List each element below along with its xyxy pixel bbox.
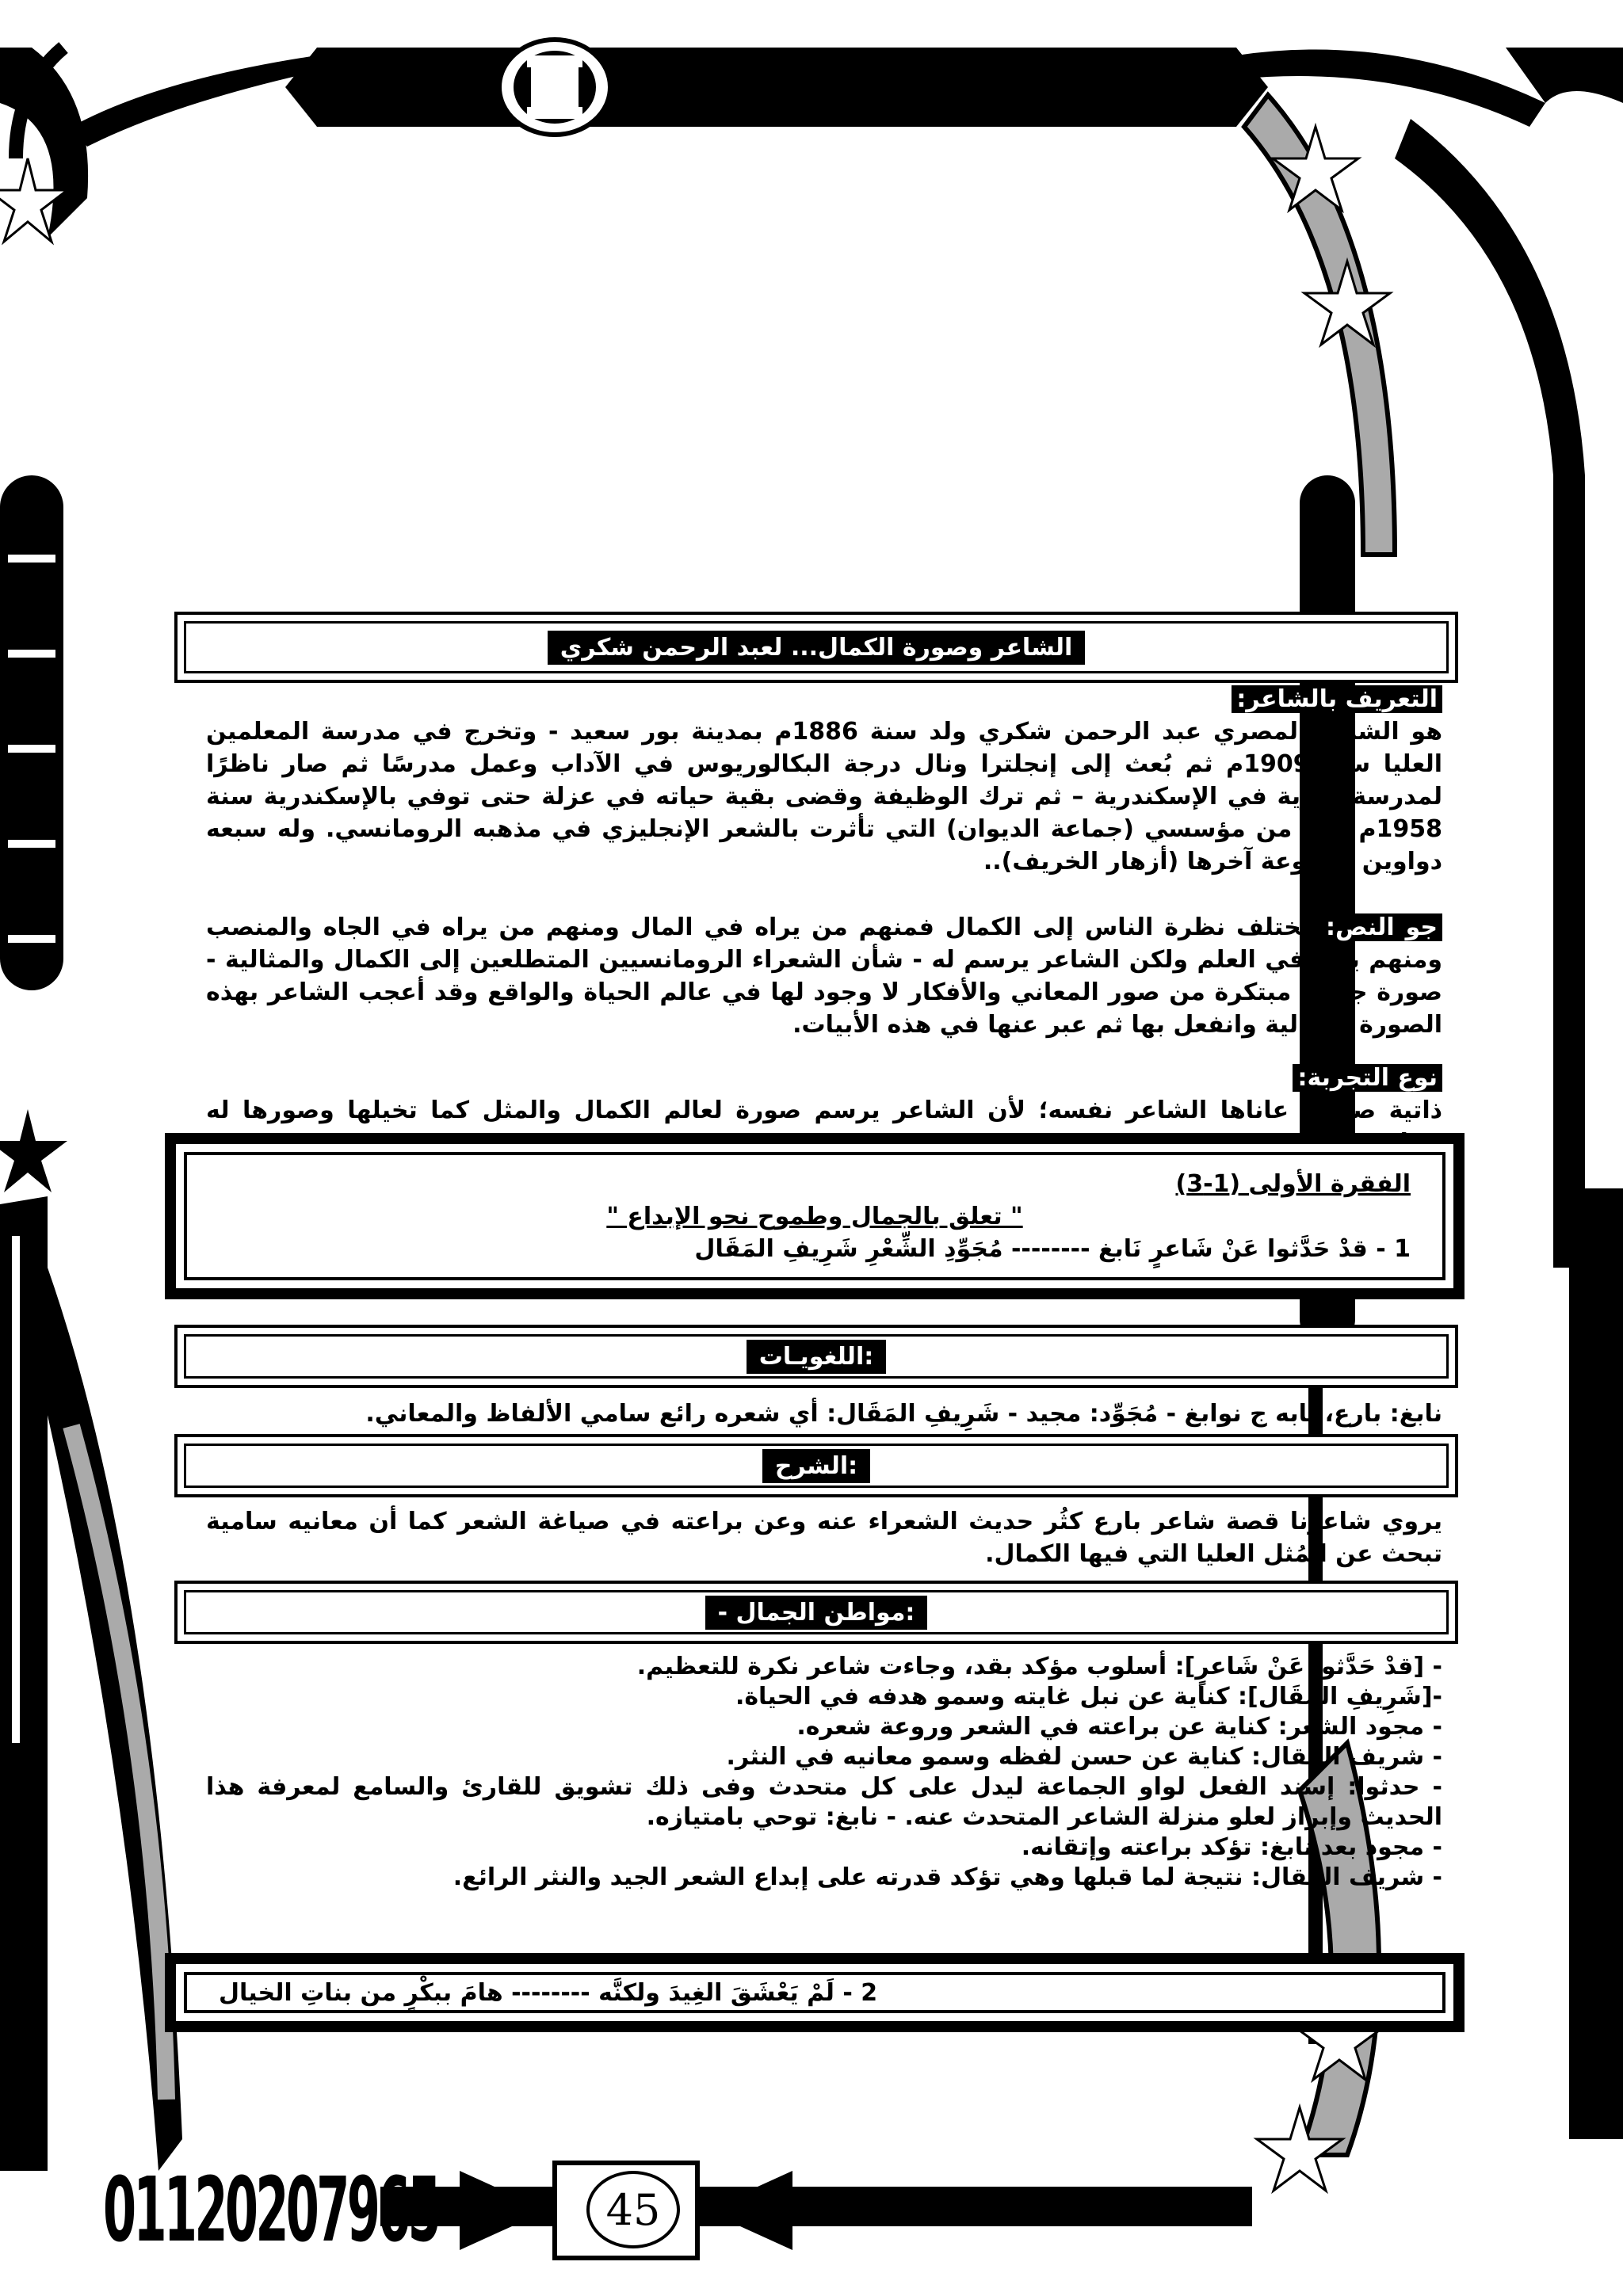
section1-box bbox=[165, 1133, 1465, 1299]
beauty-item: -[شَرِيفِ المَقَال]: كناية عن نبل غايته وسمو هدفه في الحياة. bbox=[735, 1683, 1442, 1711]
beauty-item: - شريف المقال: كناية عن حسن لفظه وسمو معانيه في النثر. bbox=[726, 1743, 1442, 1771]
beauty-item: - حدثوا: إسند الفعل لواو الجماعة ليدل على كل متحدث وفى ذلك تشويق للقارئ والسامع لمعرفة هذا الحديث وإبراز لعلو منزلة الشاعر المتحدث عنه. - نابغ: توحي بامتيازه. bbox=[206, 1773, 1442, 1831]
vocab-text: نابغ: بارع، نابه ج نوابغ - مُجَوِّد: مجيد - شَرِيفِ المَقَال: أي شعره رائع سامي الألفاظ والمعاني. bbox=[365, 1400, 1442, 1428]
bottom-band-decoration bbox=[380, 2163, 1252, 2258]
beauty-item: - مجود الشعر: كناية عن براعته في الشعر وروعة شعره. bbox=[796, 1713, 1442, 1741]
top-banner-decoration bbox=[71, 40, 1545, 147]
left-border-decoration bbox=[0, 48, 182, 2171]
section1-label: الفقرة الأولى (1-3) bbox=[1175, 1169, 1411, 1198]
experience-type-label: نوع التجربة: bbox=[1293, 1064, 1442, 1092]
text-atmosphere bbox=[206, 911, 1442, 1041]
beauty-title: :مواطن الجمال - bbox=[705, 1596, 928, 1630]
beauty-item: - شريف المقال: نتيجة لما قبلها وهي تؤكد قدرته على إبداع الشعر الجيد والنثر الرائع. bbox=[453, 1863, 1442, 1891]
section1-verse: 1 - قدْ حَدَّثوا عَنْ شَاعرٍ نَابغ -------- مُجَوِّدِ الشِّعْرِ شَرِيفِ المَقَال bbox=[694, 1234, 1411, 1263]
explanation-text: يروي شاعرنا قصة شاعر بارع كثُر حديث الشعراء عنه وعن براعته في صياغة الشعر كما أن معانيه سامية تبحث عن المُثل العليا التي فيها الكمال. bbox=[206, 1508, 1442, 1568]
page-title: الشاعر وصورة الكمال... لعبد الرحمن شكري bbox=[548, 631, 1086, 665]
experience-type-text: ذاتية صادقة عاناها الشاعر نفسه؛ لأن الشاعر يرسم صورة لعالم الكمال والمثل كما تخيلها وصورها له bbox=[206, 1097, 1442, 1124]
phone-number: 01120207965 bbox=[103, 2159, 439, 2262]
explanation-title: :الشرح bbox=[762, 1449, 870, 1483]
section1-subtitle: " تعلق بالجمال وطموح نحو الإبداع " bbox=[606, 1202, 1023, 1230]
explanation-title-box bbox=[174, 1434, 1458, 1497]
beauty-item: - مجود بعد نابغ: تؤكد براعته وإتقانه. bbox=[1021, 1833, 1442, 1861]
text-atmosphere-label: جو النص: bbox=[1321, 913, 1442, 941]
title-box bbox=[174, 612, 1458, 683]
poet-intro-label: التعريف بالشاعر: bbox=[1232, 685, 1442, 713]
beauty-item: - [قدْ حَدَّثوا عَنْ شَاعرٍ]: أسلوب مؤكد بقد، وجاءت شاعر نكرة للتعظيم. bbox=[636, 1653, 1442, 1680]
verse2-text: 2 - لَمْ يَعْشَقَ الغِيدَ ولكنَّه -------- هامَ ببكْرٍ من بناتِ الخيال bbox=[219, 1978, 878, 2007]
poet-intro bbox=[206, 683, 1442, 878]
text-atmosphere-text: تختلف نظرة الناس إلى الكمال فمنهم من يراه في المال ومنهم من يراه في الجاه والمنصب ومنهم يراه في العلم ولكن الشاعر يرسم له - شأن الشعراء الرومانسيين المتطلعين إلى الكمال والمثالية - صورة جميلة مبتكرة من صور المعاني والأفكار لا وجود لها في عالم الحياة والواقع وقد أعجب الشاعر بهذه الصورة الخيالية وانفعل بها ثم عبر عنها في هذه الأبيات. bbox=[206, 913, 1442, 1039]
vocab-title-box bbox=[174, 1325, 1458, 1388]
page-number: 45 bbox=[586, 2171, 680, 2248]
vocab-title: :اللغويـات bbox=[747, 1340, 886, 1374]
verse2-box bbox=[165, 1953, 1465, 2032]
beauty-list bbox=[206, 1652, 1442, 1893]
beauty-title-box bbox=[174, 1581, 1458, 1644]
poet-intro-text: هو الشاعر المصري عبد الرحمن شكري ولد سنة 1886م بمدينة بور سعيد - وتخرج في مدرسة المعلمين العليا سنة 1909م ثم بُعث إلى إنجلترا ونال درجة البكالوريوس في الآداب وعمل مدرسًا ثم صار ناظرًا لمدرسة ثانوية في الإسكندرية – ثم ترك الوظيفة وقضى بقية حياته في عزلة حتى توفي بالإسكندرية سنة 1958م وهو من مؤسسي (جماعة الديوان) التي تأثرت بالشعر الإنجليزي في مذهبه الرومانسي. وله سبعه دواوين مطبوعة آخرها (أزهار الخريف).. bbox=[206, 718, 1442, 875]
